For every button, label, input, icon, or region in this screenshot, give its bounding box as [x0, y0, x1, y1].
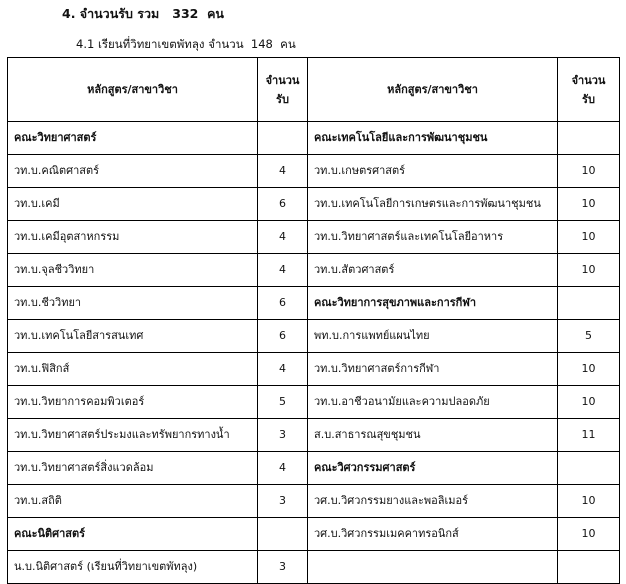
quota-count: 10 [558, 188, 620, 221]
program-name: น.บ.นิติศาสตร์ (เรียนที่วิทยาเขตพัทลุง) [8, 551, 258, 584]
header-program-right: หลักสูตร/สาขาวิชา [308, 58, 558, 122]
quota-count: 10 [558, 221, 620, 254]
admission-table [7, 57, 620, 584]
program-name: วท.บ.วิทยาศาสตร์การกีฬา [308, 353, 558, 386]
program-name: พท.บ.การแพทย์แผนไทย [308, 320, 558, 353]
header-count-right: จำนวน รับ [558, 58, 620, 122]
quota-count: 6 [258, 320, 308, 353]
quota-count: 4 [258, 221, 308, 254]
quota-count [558, 122, 620, 155]
quota-count: 10 [558, 155, 620, 188]
table-row [8, 419, 620, 452]
quota-count: 4 [258, 155, 308, 188]
subsection-heading: 4.1 เรียนที่วิทยาเขตพัทลุง จำนวน 148 คน [76, 37, 296, 51]
faculty-name: คณะนิติศาสตร์ [8, 518, 258, 551]
empty-cell [558, 551, 620, 584]
faculty-name: คณะวิศวกรรมศาสตร์ [308, 452, 558, 485]
program-name: วท.บ.วิทยาการคอมพิวเตอร์ [8, 386, 258, 419]
table-row [8, 485, 620, 518]
quota-count: 6 [258, 188, 308, 221]
faculty-name: คณะวิทยาการสุขภาพและการกีฬา [308, 287, 558, 320]
program-name: วศ.บ.วิศวกรรมยางและพอลิเมอร์ [308, 485, 558, 518]
program-name: วท.บ.อาชีวอนามัยและความปลอดภัย [308, 386, 558, 419]
quota-count: 11 [558, 419, 620, 452]
quota-count: 3 [258, 485, 308, 518]
program-name: ส.บ.สาธารณสุขชุมชน [308, 419, 558, 452]
table-row [8, 353, 620, 386]
program-name: วท.บ.สถิติ [8, 485, 258, 518]
quota-count: 10 [558, 485, 620, 518]
header-count-left: จำนวน รับ [258, 58, 308, 122]
quota-count: 3 [258, 551, 308, 584]
quota-count: 3 [258, 419, 308, 452]
table-row [8, 287, 620, 320]
program-name: วท.บ.คณิตศาสตร์ [8, 155, 258, 188]
program-name: วท.บ.วิทยาศาสตร์และเทคโนโลยีอาหาร [308, 221, 558, 254]
program-name: วท.บ.สัตวศาสตร์ [308, 254, 558, 287]
table-row [8, 122, 620, 155]
program-name: วท.บ.วิทยาศาสตร์สิ่งแวดล้อม [8, 452, 258, 485]
header-program-left: หลักสูตร/สาขาวิชา [8, 58, 258, 122]
program-name: วท.บ.ชีววิทยา [8, 287, 258, 320]
quota-count: 4 [258, 254, 308, 287]
table-row [8, 155, 620, 188]
section-heading: 4. จำนวนรับ รวม 332 คน [62, 6, 224, 21]
quota-count: 4 [258, 353, 308, 386]
program-name: วท.บ.เกษตรศาสตร์ [308, 155, 558, 188]
table-row [8, 188, 620, 221]
program-name: วท.บ.จุลชีววิทยา [8, 254, 258, 287]
program-name: วท.บ.เทคโนโลยีการเกษตรและการพัฒนาชุมชน [308, 188, 558, 221]
quota-count: 10 [558, 353, 620, 386]
quota-count [558, 287, 620, 320]
table-row [8, 452, 620, 485]
quota-count: 6 [258, 287, 308, 320]
quota-count: 5 [258, 386, 308, 419]
table-row [8, 221, 620, 254]
program-name: วศ.บ.วิศวกรรมเมคคาทรอนิกส์ [308, 518, 558, 551]
quota-count: 4 [258, 452, 308, 485]
quota-count: 5 [558, 320, 620, 353]
program-name: วท.บ.เทคโนโลยีสารสนเทศ [8, 320, 258, 353]
table-row [8, 320, 620, 353]
quota-count: 10 [558, 386, 620, 419]
program-name: วท.บ.ฟิสิกส์ [8, 353, 258, 386]
quota-count [258, 122, 308, 155]
table-header-row [8, 58, 620, 122]
table-row [8, 551, 620, 584]
program-name: วท.บ.เคมี [8, 188, 258, 221]
quota-count [258, 518, 308, 551]
quota-count [558, 452, 620, 485]
table-row [8, 386, 620, 419]
quota-count: 10 [558, 518, 620, 551]
faculty-name: คณะเทคโนโลยีและการพัฒนาชุมชน [308, 122, 558, 155]
empty-cell [308, 551, 558, 584]
program-name: วท.บ.วิทยาศาสตร์ประมงและทรัพยากรทางน้ำ [8, 419, 258, 452]
program-name: วท.บ.เคมีอุตสาหกรรม [8, 221, 258, 254]
table-row [8, 518, 620, 551]
faculty-name: คณะวิทยาศาสตร์ [8, 122, 258, 155]
quota-count: 10 [558, 254, 620, 287]
table-row [8, 254, 620, 287]
